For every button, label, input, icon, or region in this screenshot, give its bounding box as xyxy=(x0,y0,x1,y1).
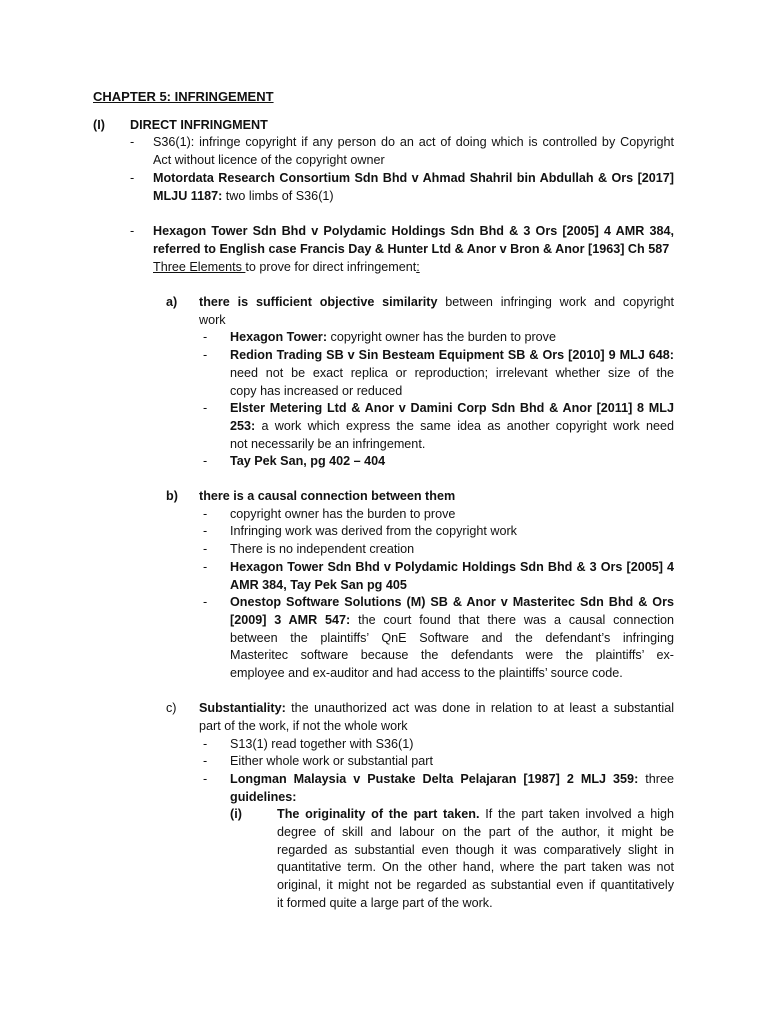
bullet-dash: - xyxy=(130,224,135,238)
case-citation: 253: xyxy=(230,419,256,433)
paragraph-line: copy has increased or reduced xyxy=(230,384,403,398)
paragraph-line: S13(1) read together with S36(1) xyxy=(230,737,414,751)
paragraph-text: If the part taken involved a high xyxy=(479,807,675,821)
paragraph-text: a work which express the same idea as another copyright work need xyxy=(255,419,674,433)
case-citation: Onestop Software Solutions (M) SB & Anor v Masteritec Sdn Bhd & Ors xyxy=(230,595,674,609)
bullet-dash: - xyxy=(203,542,208,556)
bold-text: Substantiality: xyxy=(199,701,286,715)
paragraph-line: guidelines: xyxy=(230,790,297,804)
case-citation: Hexagon Tower Sdn Bhd v Polydamic Holdings Sdn Bhd & 3 Ors [2005] 4 xyxy=(230,560,674,574)
paragraph-line: employee and ex-auditor and had access to the plaintiffs’ source code. xyxy=(230,666,623,680)
underlined-text: Three Elements xyxy=(153,260,246,274)
bullet-dash: - xyxy=(203,348,208,362)
case-citation: Longman Malaysia v Pustake Delta Pelajaran [1987] 2 MLJ 359: xyxy=(230,772,639,786)
element-label: b) xyxy=(166,489,178,503)
paragraph-line: Either whole work or substantial part xyxy=(230,754,433,768)
paragraph-line xyxy=(277,806,674,824)
paragraph-line: part of the work, if not the whole work xyxy=(199,719,408,733)
paragraph-text: the court found that there was a causal connection xyxy=(350,613,674,627)
paragraph-line xyxy=(230,771,674,789)
paragraph-line: original, it might not be regarded as substantial even if quantitatively xyxy=(277,878,674,892)
paragraph-line: S36(1): infringe copyright if any person do an act of doing which is controlled by Copyright xyxy=(153,135,674,149)
paragraph-line: copyright owner has the burden to prove xyxy=(230,507,456,521)
bullet-dash: - xyxy=(130,135,135,149)
case-citation: Redion Trading SB v Sin Besteam Equipment SB & Ors [2010] 9 MLJ 648: xyxy=(230,348,674,362)
paragraph-line xyxy=(199,294,674,312)
section-number: (I) xyxy=(93,118,105,132)
guideline-number: (i) xyxy=(230,807,242,821)
case-citation: referred to English case Francis Day & Hunter Ltd & Anor v Bron & Anor [1963] Ch 587 xyxy=(153,242,670,256)
bold-text: The originality of the part taken. xyxy=(277,807,480,821)
paragraph-line: between the plaintiffs’ QnE Software and the defendant’s infringing xyxy=(230,631,674,645)
paragraph-line: quantitative term. On the other hand, where the part taken was not xyxy=(277,860,674,874)
paragraph-line xyxy=(199,700,674,718)
case-citation: Motordata Research Consortium Sdn Bhd v Ahmad Shahril bin Abdullah & Ors [2017] xyxy=(153,171,674,185)
case-citation: Hexagon Tower: xyxy=(230,330,328,344)
paragraph-text: two limbs of S36(1) xyxy=(222,189,334,203)
reference: Tay Pek San, pg 402 – 404 xyxy=(230,454,386,468)
chapter-title: CHAPTER 5: INFRINGEMENT xyxy=(93,89,274,104)
paragraph-line: regarded as substantial even though it was comparatively slight in xyxy=(277,843,674,857)
bullet-dash: - xyxy=(203,401,208,415)
paragraph-line xyxy=(230,418,674,436)
paragraph-line xyxy=(230,329,556,347)
paragraph-line: degree of skill and labour on the part of the author, it might be xyxy=(277,825,674,839)
case-citation: AMR 384, Tay Pek San pg 405 xyxy=(230,578,407,592)
case-citation: MLJU 1187: xyxy=(153,189,223,203)
paragraph-line xyxy=(153,259,420,277)
paragraph-line: need not be exact replica or reproduction; irrelevant whether size of the xyxy=(230,366,674,380)
underlined-colon: : xyxy=(416,260,420,274)
paragraph-line: There is no independent creation xyxy=(230,542,415,556)
paragraph-text: to prove for direct infringement xyxy=(245,260,417,274)
bullet-dash: - xyxy=(203,772,208,786)
paragraph-line: Act without licence of the copyright owner xyxy=(153,153,385,167)
element-label: c) xyxy=(166,701,177,715)
paragraph-line: Masteritec software because the defendants were the plaintiffs’ ex- xyxy=(230,648,674,662)
bold-text: there is sufficient objective similarity xyxy=(199,295,438,309)
bullet-dash: - xyxy=(203,524,208,538)
paragraph-line xyxy=(230,612,674,630)
bullet-dash: - xyxy=(130,171,135,185)
case-citation: Hexagon Tower Sdn Bhd v Polydamic Holdings Sdn Bhd & 3 Ors [2005] 4 AMR 384, xyxy=(153,224,674,238)
paragraph-text: the unauthorized act was done in relation to at least a substantial xyxy=(285,701,674,715)
paragraph-text: copyright owner has the burden to prove xyxy=(327,330,556,344)
element-label: a) xyxy=(166,295,178,309)
paragraph-line: work xyxy=(199,313,226,327)
bullet-dash: - xyxy=(203,595,208,609)
bullet-dash: - xyxy=(203,454,208,468)
bullet-dash: - xyxy=(203,737,208,751)
section-heading: DIRECT INFRINGMENT xyxy=(130,118,268,132)
bullet-dash: - xyxy=(203,754,208,768)
paragraph-line: it formed quite a large part of the work. xyxy=(277,896,493,910)
paragraph-text: three xyxy=(638,772,674,786)
bullet-dash: - xyxy=(203,507,208,521)
case-citation: Elster Metering Ltd & Anor v Damini Corp Sdn Bhd & Anor [2011] 8 MLJ xyxy=(230,401,674,415)
paragraph-line xyxy=(153,188,334,206)
case-citation: [2009] 3 AMR 547: xyxy=(230,613,351,627)
paragraph-line: Infringing work was derived from the copyright work xyxy=(230,524,517,538)
paragraph-line: there is a causal connection between them xyxy=(199,489,456,503)
bullet-dash: - xyxy=(203,560,208,574)
paragraph-line: not necessarily be an infringement. xyxy=(230,437,426,451)
paragraph-text: between infringing work and copyright xyxy=(437,295,675,309)
bullet-dash: - xyxy=(203,330,208,344)
